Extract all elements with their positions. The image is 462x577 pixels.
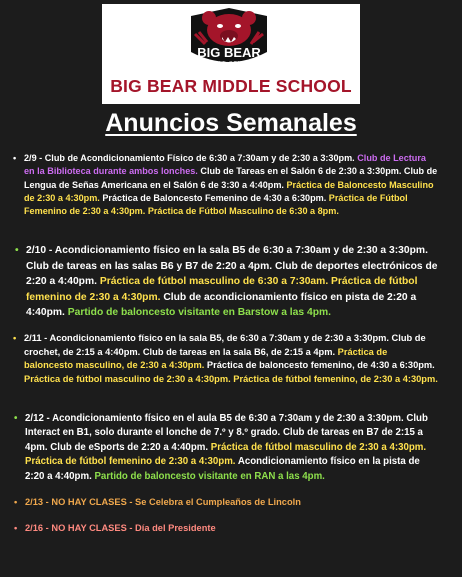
logo-brand-sub: MIDDLE SCHOOL xyxy=(201,61,257,67)
announcement-item xyxy=(13,152,438,218)
bullet-icon: • xyxy=(15,245,19,256)
bullet-icon: • xyxy=(13,333,17,343)
announcement-text: 2/9 - Club de Acondicionamiento Físico de 6:30 a 7:30am y de 2:30 a 3:30pm. xyxy=(24,153,358,163)
announcement-text: Práctica de Fútbol Femenino de 2:30 a 4:30pm. Práctica de Fútbol Masculino de 6:30 a 8pm. xyxy=(24,192,408,217)
bear-mascot-icon xyxy=(185,6,273,72)
announcement-text: 2/11 - Acondicionamiento físico en la sala B5, de 6:30 a 7:30am y de 2:30 a 3:30pm. Club de crochet, de 2:15 a 4:40pm. Club de tareas en la sala B6, de 2:15 a 4pm. xyxy=(24,333,426,357)
announcement-text: Práctica de fútbol masculino de 6:30 a 7:30am. Práctica de fútbol femenino de 2:30 a 4:30pm. xyxy=(26,276,418,303)
bullet-icon: • xyxy=(14,413,18,424)
bullet-icon: • xyxy=(13,153,17,163)
logo-brand-top: BIG BEAR xyxy=(197,45,261,60)
announcement-text: 2/16 - NO HAY CLASES - Día del Presidente xyxy=(25,523,216,533)
school-name: BIG BEAR MIDDLE SCHOOL xyxy=(110,76,352,96)
announcement-item xyxy=(14,412,438,484)
bullet-icon: • xyxy=(14,497,18,507)
announcement-text: 2/13 - NO HAY CLASES - Se Celebra el Cumpleaños de Lincoln xyxy=(25,497,301,507)
school-logo-banner xyxy=(102,4,360,104)
announcement-item xyxy=(14,496,438,509)
announcement-text: Club de Lectura en la Biblioteca durante ambos lonches. xyxy=(24,153,426,177)
announcement-text: Práctica de fútbol masculino de 2:30 a 4:30pm. Práctica de fútbol femenino, de 2:30 a 4:30pm. xyxy=(24,373,438,384)
announcement-text: Partido de baloncesto visitante en RAN a las 4pm. xyxy=(94,470,325,482)
announcement-item xyxy=(13,332,438,386)
bullet-icon: • xyxy=(14,523,18,533)
announcement-text: Club de acondicionamiento físico en pista de 2:20 a 4:40pm. xyxy=(26,291,417,319)
announcement-text: Práctica de baloncesto masculino, de 2:30 a 4:30pm. xyxy=(24,346,388,371)
announcement-text: Partido de baloncesto visitante en Barstow a las 4pm. xyxy=(67,307,332,319)
announcement-text: Práctica de fútbol masculino de 2:30 a 4:30pm. Práctica de fútbol femenino de 2:30 a 4:30pm. xyxy=(25,441,427,468)
announcement-item xyxy=(15,243,438,321)
announcement-text: Acondicionamiento físico en la pista de 2:20 a 4:40pm. xyxy=(25,456,420,482)
page-title: Anuncios Semanales xyxy=(105,109,357,137)
announcement-text: Práctica de Baloncesto Masculino de 2:30 a 4:30pm. xyxy=(24,179,434,203)
announcement-text: Práctica de Baloncesto Femenino de 4:30 a 6:30pm. xyxy=(102,192,329,203)
announcement-text: Práctica de baloncesto femenino, de 4:30 a 6:30pm. xyxy=(206,360,435,371)
announcement-text: 2/10 - Acondicionamiento físico en la sala B5 de 6:30 a 7:30am y de 2:30 a 3:30pm. Club de tareas en las salas B6 y B7 de 2:20 a 4pm. Club de deportes electrónicos de 2:20 a 4:40pm. xyxy=(26,245,438,288)
announcement-item xyxy=(14,522,438,535)
announcement-text: Club de Tareas en el Salón 6 de 2:30 a 3:30pm. Club de Lengua de Señas Americana en el Salón 6 de 3:30 a 4:40pm. xyxy=(24,166,438,190)
announcement-text: 2/12 - Acondicionamiento físico en el aula B5 de 6:30 a 7:30am y de 2:30 a 3:30pm. Club Interact en B1, solo durante el lonche de 7.º y 8.º grado. Club de tareas en B7 de 2:15 a 4pm. Club de eSports de 2:20 a 4:40pm. xyxy=(25,413,428,453)
